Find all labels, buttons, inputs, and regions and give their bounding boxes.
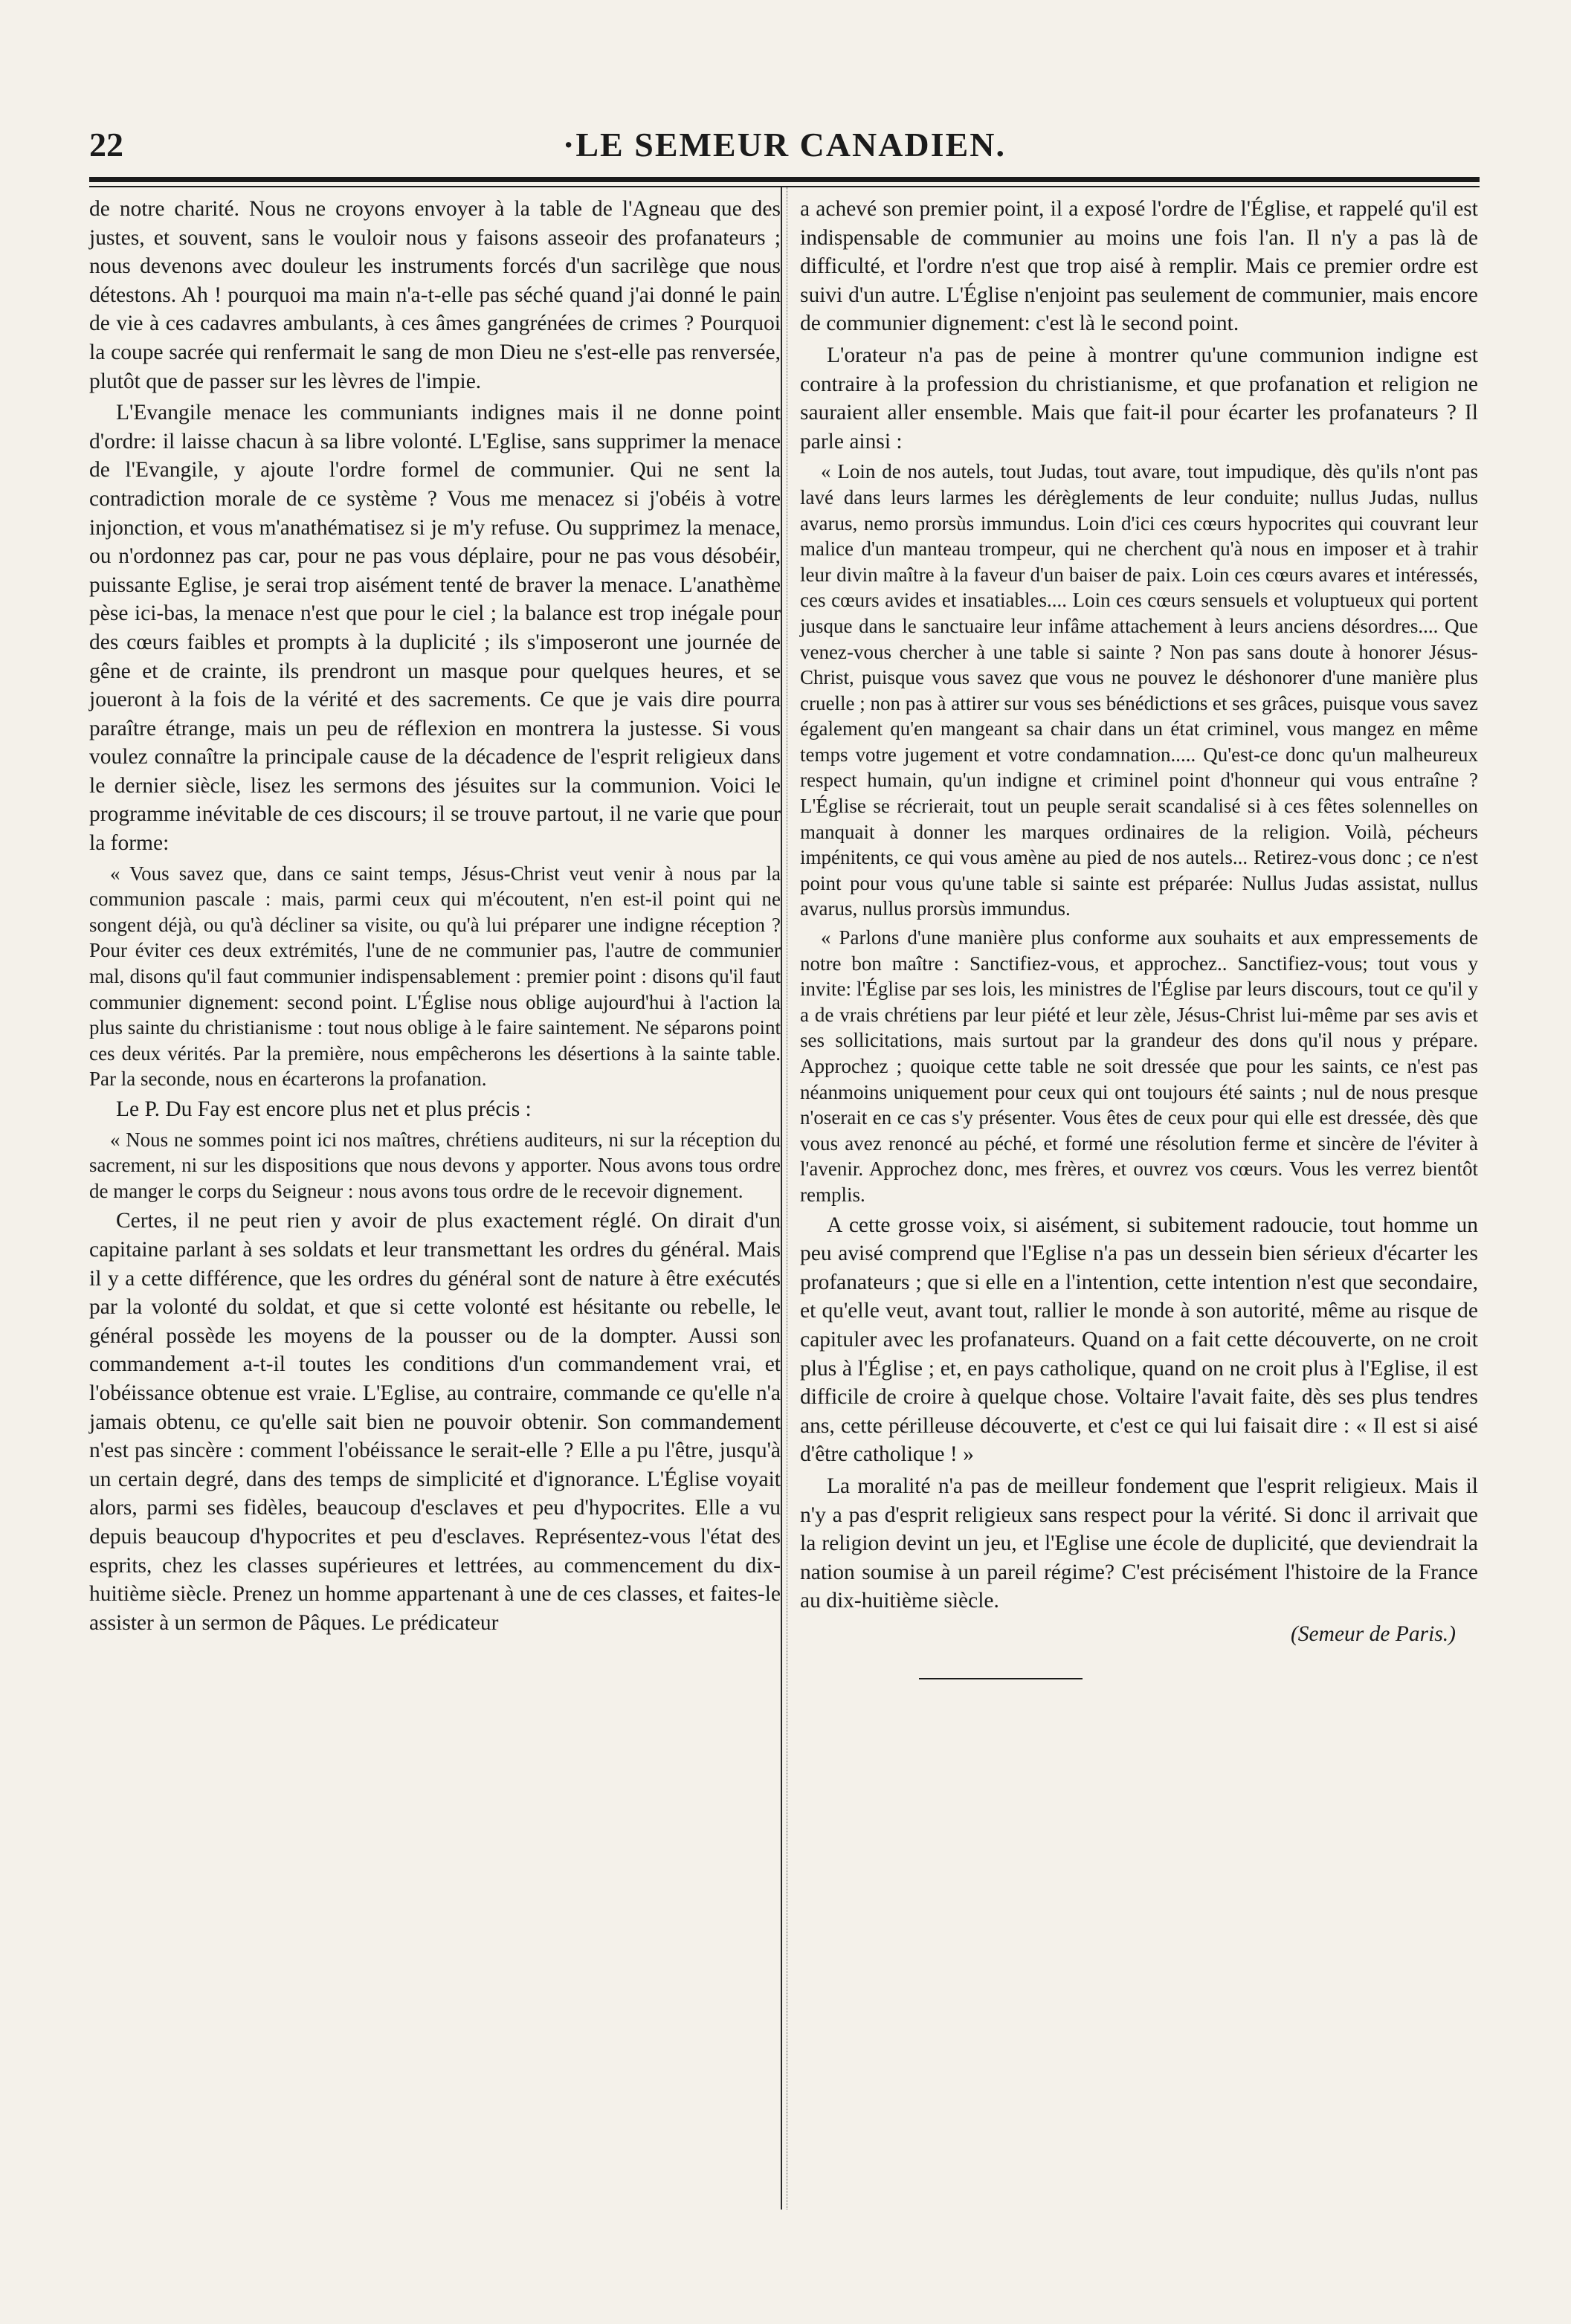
page-header [89,125,1480,177]
paragraph: L'Evangile menace les communiants indignes mais il ne donne point d'ordre: il laisse chacun à sa libre volonté. L'Eglise, sans supprimer la menace de l'Evangile, y ajoute l'ordre formel de communier. Qui ne sent la contradiction morale de ce système ? Vous me menacez si j'obéis à votre injonction, et vous m'anathématisez si je m'y refuse. Ou supprimez la menace, ou n'ordonnez pas car, pour ne pas vous déplaire, pour ne pas vous désobéir, puissante Eglise, je serai trop aisément tenté de braver la menace. L'anathème pèse ici-bas, la menace n'est que pour le ciel ; la balance est trop inégale pour des cœurs faibles et prompts à la duplicité ; ils s'imposeront une journée de gêne et de crainte, ils prendront un masque pour quelques heures, et se joueront à la fois de la vérité et des sacrements. Ce que je vais dire pourra paraître étrange, mais un peu de réflexion en montrera la justesse. Si vous voulez connaître la principale cause de la décadence de l'esprit religieux dans le dernier siècle, lisez les sermons des jésuites sur la communion. Voici le programme inévitable de ces discours; il se trouve partout, il ne varie que pour la forme: [89,401,781,856]
end-rule [919,1678,1083,1679]
paragraph: Certes, il ne peut rien y avoir de plus exactement réglé. On dirait d'un capitaine parlant à ses soldats et leur transmettant les ordres du général. Mais il y a cette différence, que les ordres du général sont de nature à être exécutés par la volonté du soldat, et que si cette volonté est hésitante ou rebelle, le général possède les moyens de la pousser ou de la dompter. Aussi son commandement a-t-il toutes les conditions d'un commandement vrai, et l'obéissance obtenue est vraie. L'Eglise, au contraire, commande ce qu'elle n'a jamais obtenu, ce qu'elle sait bien ne pouvoir obtenir. Son commandement n'est pas sincère : comment l'obéissance le serait-elle ? Elle a pu l'être, jusqu'à un certain degré, dans des temps de simplicité et d'ignorance. L'Église voyait alors, parmi ses fidèles, beaucoup d'esclaves et peu d'hypocrites. Elle a vu depuis beaucoup d'hypocrites et peu d'esclaves. Représentez-vous l'état des esprits, chez les classes supérieures et lettrées, au commencement du dix-huitième siècle. Prenez un homme appartenant à une de ces classes, et faites-le assister à un sermon de Pâques. Le prédicateur [89,1209,781,1635]
header-rule-thin [89,186,1480,187]
paragraph: A cette grosse voix, si aisément, si subitement radoucie, tout homme un peu avisé comprend que l'Eglise n'a pas un dessein bien sérieux d'écarter les profanateurs ; que si elle en a l'intention, cette intention n'est que secondaire, et qu'elle veut, avant tout, rallier le monde à son autorité, même au risque de capituler avec les profanateurs. Quand on a fait cette découverte, on ne croit plus à l'Église ; et, en pays catholique, quand on ne croit plus à l'Eglise, il est difficile de croire à quelque chose. Voltaire l'avait faite, dès ses plus tendres ans, cette périlleuse découverte, et c'est ce qui lui faisait dire : « Il est si aisé d'être catholique ! » [800,1213,1478,1467]
paragraph: L'orateur n'a pas de peine à montrer qu'une communion indigne est contraire à la profession du christianisme, et que profanation et religion ne sauraient aller ensemble. Mais que fait-il pour écarter les profanateurs ? Il parle ainsi : [800,343,1478,453]
quote-paragraph: « Nous ne sommes point ici nos maîtres, chrétiens auditeurs, ni sur la réception du sacrement, ni sur les dispositions que nous devons y apporter. Nous avons tous ordre de manger le corps du Seigneur : nous avons tous ordre de le recevoir dignement. [89,1128,781,1202]
left-column [89,195,781,1640]
quote-paragraph: « Loin de nos autels, tout Judas, tout avare, tout impudique, dès qu'ils n'ont pas lavé dans leurs larmes les dérèglements de leur conduite; nullus Judas, nullus avarus, nemo prorsùs immundus. Loin d'ici ces cœurs hypocrites qui couvrant leur malice d'un manteau trompeur, qui ne cherchent qu'à nous en imposer et à trahir leur divin maître à la faveur d'un baiser de paix. Loin ces cœurs avares et intéressés, ces cœurs avides et insatiables.... Loin ces cœurs sensuels et voluptueux qui portent jusque dans le sanctuaire leur infâme attachement à leurs anciens désordres.... Que venez-vous chercher à une table si sainte ? Non pas sans doute à honorer Jésus-Christ, puisque vous savez que vous ne pouvez le déshonorer d'une manière plus cruelle ; non pas à attirer sur vous ses bénédictions et ses grâces, puisque vous savez également qu'en mangeant sa chair dans un état criminel, vous mangez en même temps votre jugement et votre condamnation..... Qu'est-ce donc qu'un malheureux respect humain, qu'un indigne et criminel point d'honneur qui vous entraîne ? L'Église se récrierait, tout un peuple serait scandalisé si à ces fêtes solennelles on manquait à donner les marques ordinaires de la religion. Voilà, pécheurs impénitents, ce qui vous amène au pied de nos autels... Retirez-vous donc ; ce n'est point pour vous qu'une table si sainte est préparée: Nullus Judas assistat, nullus avarus, nullus prorsùs immundus. [800,460,1478,920]
page-number: 22 [89,126,123,164]
paragraph: Le P. Du Fay est encore plus net et plus précis : [116,1097,532,1121]
paragraph: La moralité n'a pas de meilleur fondement que l'esprit religieux. Mais il n'y a pas d'esprit religieux sans respect pour la vérité. Si donc il arrivait que la religion devint un jeu, et l'Eglise une école de duplicité, que deviendrait la nation soumise à un pareil régime? C'est précisément l'histoire de la France au dix-huitième siècle. [800,1474,1478,1613]
right-column [800,195,1478,1679]
paragraph: a achevé son premier point, il a exposé l'ordre de l'Église, et rappelé qu'il est indispensable de communier au moins une fois l'an. Il n'y a pas là de difficulté, et l'ordre n'est que trop aisé à remplir. Mais ce premier ordre est suivi d'un autre. L'Église n'enjoint pas seulement de communier, mais encore de communier dignement: c'est là le second point. [800,197,1478,336]
quote-paragraph: « Vous savez que, dans ce saint temps, Jésus-Christ veut venir à nous par la communion pascale : mais, parmi ceux qui m'écoutent, n'en est-il point qui ne songent déjà, ou qu'à décliner sa visite, ou qu'à lui préparer une indigne réception ? Pour éviter ces deux extrémités, l'une de ne communier pas, l'autre de communier mal, disons qu'il faut communier indispensablement : premier point : disons qu'il faut communier dignement: second point. L'Église nous oblige aujourd'hui à l'action la plus sainte du christianisme : tout nous oblige à le faire saintement. Ne séparons point ces deux vérités. Par la première, nous empêcherons les désertions à la sainte table. Par la seconde, nous en écarterons la profanation. [89,862,781,1091]
quote-paragraph: « Parlons d'une manière plus conforme aux souhaits et aux empressements de notre bon maître : Sanctifiez-vous, et approchez.. Sanctifiez-vous; tout vous y invite: l'Église par ses lois, les ministres de l'Église par leurs discours, tout ce qu'il y a de vrais chrétiens par leur piété et leur zèle, Jésus-Christ lui-même par ses avis et ses sollicitations, mais surtout par la grandeur des dons qu'il nous y prépare. Approchez ; quoique cette table ne soit dressée que pour les saints, ce n'est pas néanmoins uniquement pour ceux qui ont toujours été saints ; nul de nous presque n'oserait en ce cas s'y présenter. Vous êtes de ceux pour qui elle est dressée, dès que vous avez renoncé au péché, et formé une résolution ferme et sincère de l'éviter à l'avenir. Approchez donc, mes frères, et ouvrez vos cœurs. Vous les verrez bientôt remplis. [800,926,1478,1206]
paragraph: de notre charité. Nous ne croyons envoyer à la table de l'Agneau que des justes, et souvent, sans le vouloir nous y faisons asseoir des profanateurs ; nous devenons avec douleur les instruments forcés d'un sacrilège que nous détestons. Ah ! pourquoi ma main n'a-t-elle pas séché quand j'ai donné le pain de vie à ces cadavres ambulants, à ces âmes gangrénées de crimes ? Pourquoi la coupe sacrée qui renfermait le sang de mon Dieu ne s'est-elle pas renversée, plutôt que de passer sur les lèvres de l'impie. [89,197,781,393]
column-divider [781,187,782,2210]
journal-title: ·LE SEMEUR CANADIEN. [563,126,1006,164]
source-signature: (Semeur de Paris.) [1290,1621,1456,1646]
header-rule [89,177,1480,182]
